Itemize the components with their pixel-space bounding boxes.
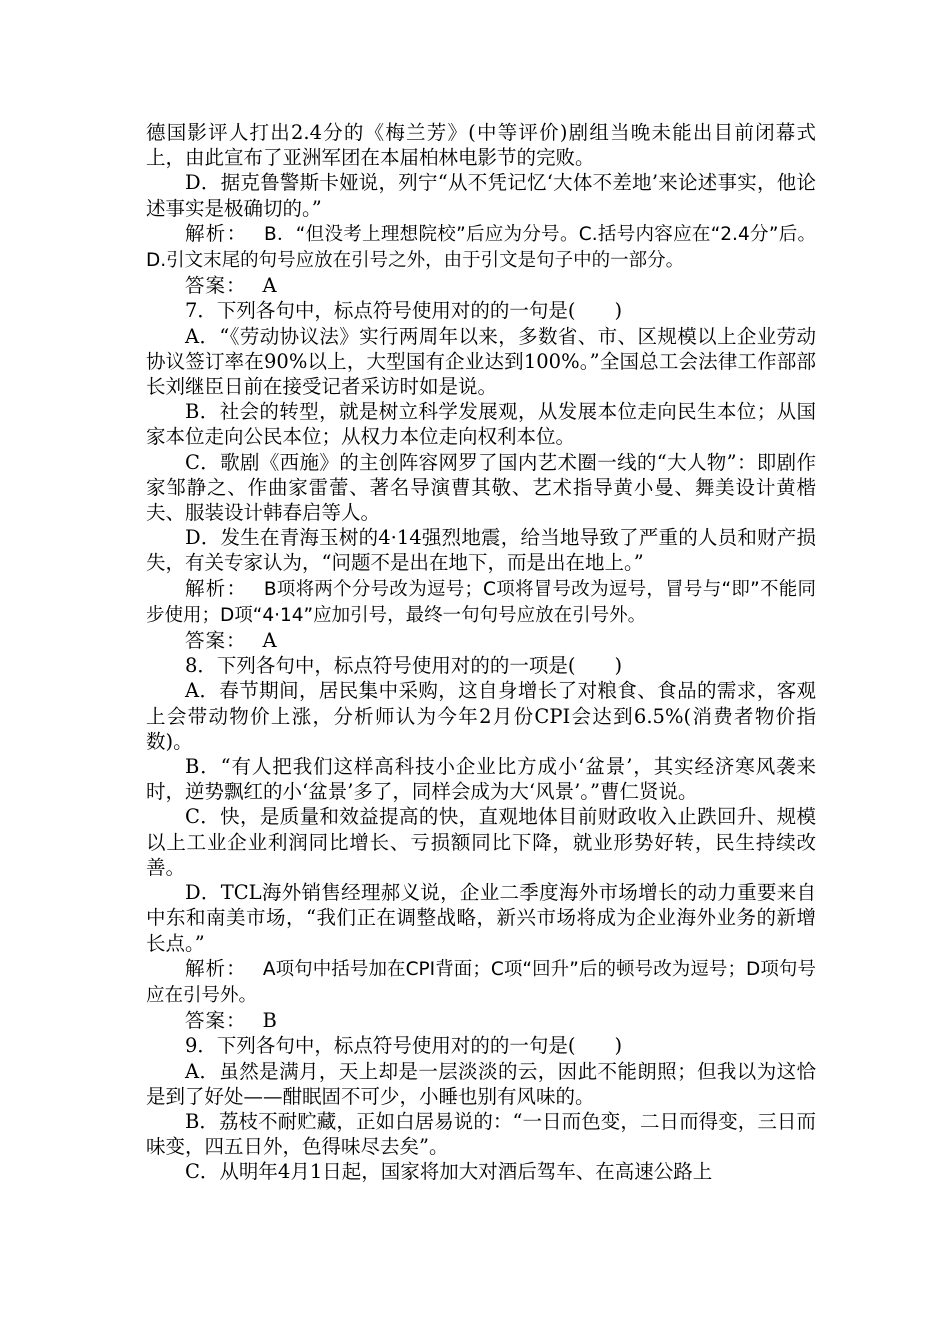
- answer-value: A: [262, 274, 277, 298]
- option-a: A．春节期间，居民集中采购，这自身增长了对粮食、食品的需求，客观上会带动物价上涨，分析师认为今年2月份CPI会达到6.5%(消费者物价指数)。: [146, 679, 816, 753]
- question-8: 8．下列各句中，标点符号使用对的的一项是( ): [185, 654, 623, 678]
- option-c: C．快，是质量和效益提高的快，直观地体目前财政收入止跌回升、规模以上工业企业利润同比增长、亏损额同比下降，就业形势好转，民生持续改善。: [146, 805, 816, 879]
- answer-value: A: [262, 629, 277, 653]
- question-9: 9．下列各句中，标点符号使用对的的一句是( ): [185, 1034, 623, 1058]
- answer-label: 答案：: [185, 274, 237, 298]
- answer-value: B: [262, 1009, 277, 1033]
- option-b: B．社会的转型，就是树立科学发展观，从发展本位走向民生本位；从国家本位走向公民本位；从权力本位走向权利本位。: [146, 400, 816, 449]
- answer: [146, 628, 816, 653]
- solution-text: A项句中括号加在CPI背面；C项“回升”后的顿号改为逗号；D项句号应在引号外。: [146, 958, 816, 1006]
- question-7: 7．下列各句中，标点符号使用对的的一句是( ): [185, 299, 623, 323]
- option-a: A．虽然是满月，天上却是一层淡淡的云，因此不能朗照；但我以为这恰是到了好处——酣眠固不可少，小睡也别有风味的。: [146, 1059, 816, 1108]
- solution-label: 解析：: [185, 221, 238, 245]
- option-d: D．TCL海外销售经理郝义说，企业二季度海外市场增长的动力重要来自中东和南美市场，“我们正在调整战略，新兴市场将成为企业海外业务的新增长点。”: [146, 881, 816, 955]
- document-page: [146, 120, 816, 1185]
- answer-label: 答案：: [185, 1009, 237, 1033]
- solution: [146, 576, 816, 628]
- option-c: C．从明年4月1日起，国家将加大对酒后驾车、在高速公路上: [185, 1160, 713, 1184]
- solution-text: B．“但没考上理想院校”后应为分号。C.括号内容应在“2.4分”后。D.引文末尾的句号应放在引号之外，由于引文是句子中的一部分。: [146, 223, 817, 272]
- solution-label: 解析：: [185, 576, 238, 600]
- solution-label: 解析：: [185, 956, 237, 980]
- paragraph-continued: 德国影评人打出2.4分的《梅兰芳》(中等评价)剧组当晚未能出目前闭幕式上，由此宣布了亚洲军团在本届柏林电影节的完败。: [146, 121, 816, 170]
- solution-text: B项将两个分号改为逗号；C项将冒号改为逗号，冒号与“即”不能同步使用；D项“4·14”应加引号，最终一句句号应放在引号外。: [146, 578, 816, 626]
- option-d: D．据克鲁警斯卡娅说，列宁“从不凭记忆‘大体不差地’来论述事实，他论述事实是极确切的。”: [146, 171, 816, 220]
- option-b: B．“有人把我们这样高科技小企业比方成小‘盆景’，其实经济寒风袭来时，逆势飘红的小‘盆景’多了，同样会成为大‘风景’。”曹仁贤说。: [146, 755, 816, 804]
- solution: [146, 221, 816, 273]
- option-b: B．荔枝不耐贮藏，正如白居易说的：“一日而色变，二日而得变，三日而味变，四五日外，色得味尽去矣”。: [146, 1109, 816, 1159]
- answer: [146, 273, 816, 298]
- option-d: D．发生在青海玉树的4·14强烈地震，给当地导致了严重的人员和财产损失，有关专家认为，“问题不是出在地下，而是出在地上。”: [146, 526, 816, 575]
- option-c: C．歌剧《西施》的主创阵容网罗了国内艺术圈一线的“大人物”：即剧作家邹静之、作曲家雷蕾、著名导演曹其敬、艺术指导黄小曼、舞美设计黄楷夫、服装设计韩春启等人。: [146, 450, 816, 525]
- solution: [146, 956, 816, 1008]
- answer-label: 答案：: [185, 629, 237, 653]
- option-a: A．“《劳动协议法》实行两周年以来，多数省、市、区规模以上企业劳动协议签订率在90%以上，大型国有企业达到100%。”全国总工会法律工作部部长刘继臣日前在接受记者采访时如是说。: [146, 324, 816, 399]
- answer: [146, 1008, 816, 1033]
